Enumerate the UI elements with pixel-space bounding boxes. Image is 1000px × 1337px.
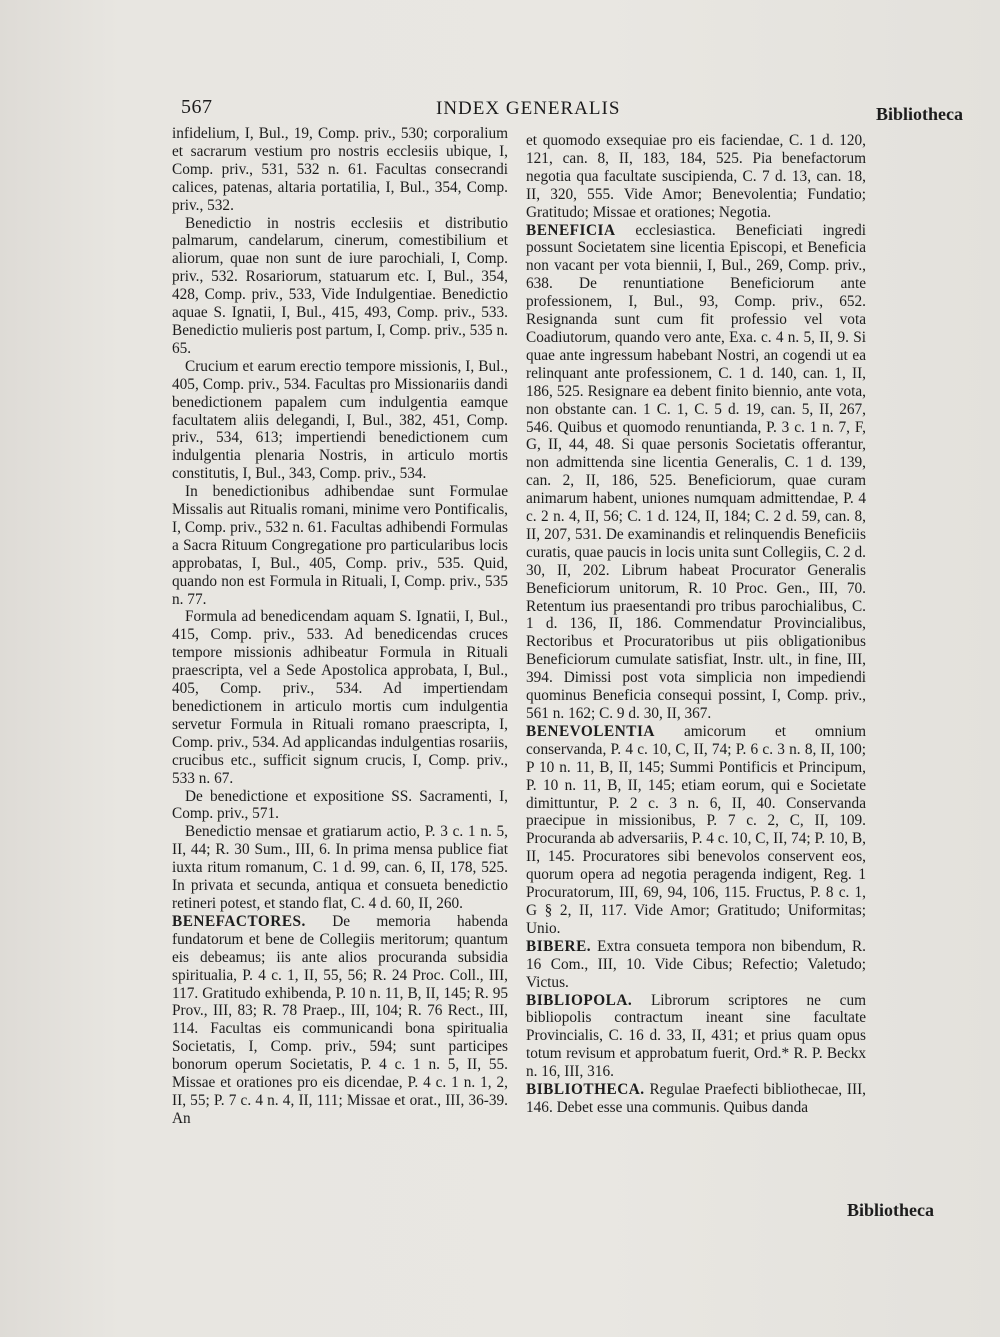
paragraph: Benedictio mensae et gratiarum actio, P. 3 c. 1 n. 5, II, 44; R. 30 Sum., III, 6. In prima mensa publice fiat iuxta ritum romanum, C. 1 d. 99, can. 6, II, 178, 525. In privata et secunda, antiqua et consueta benedictio retineri potest, et stando flat, C. 4 d. 60, II, 260. bbox=[172, 823, 508, 912]
left-column bbox=[172, 125, 508, 1128]
entry-text: ecclesiastica. Beneficiati ingredi possunt Societatem sine licentia Episcopi, et Beneficia non vacant per vota biennii, I, Bul., 269, Comp. priv., 638. De renuntiatione Beneficiorum ante professionem, I, Bul., 93, Comp. priv., 652. Resignanda sunt cum fit professio vel vota Coadiutorum, quando vero ante, Exa. c. 4 n. 5, II, 9. Si quae ante ingressum habebant Nostri, an cogendi ut ea relinquant ante professionem, C. 1 d. 140, can. 1, II, 186, 525. Resignare ea debent finito biennio, ante vota, non obstante can. 1 C. 1, C. 5 d. 19, can. 5, II, 267, 546. Quibus et quomodo renuntianda, P. 3 c. 1 n. 7, F, G, II, 44, 48. Si quae personis Societatis offerantur, non admittenda sine licentia Generalis, C. 1 d. 139, can. 2, II, 186, 525. Beneficiorum, quae curam animarum habent, uniones numquam admittendae, P. 4 c. 2 n. 4, II, 56; C. 1 d. 124, II, 184; C. 2 d. 59, can. 8, II, 207, 531. De examinandis et relinquendis Beneficiis curatis, quae paucis in locis unita sunt Collegiis, C. 2 d. 30, II, 202. Librum habeat Procurator Generalis Beneficiorum unitorum, R. 10 Proc. Gen., III, 70. Retentum ius praesentandi pro tribus parochialibus, C. 1 d. 136, II, 186. Commendatur Provincialibus, Rectoribus et Procuratoribus ut piis obligationibus Beneficiorum cumulate satisfiat, Instr. ult., in fine, III, 394. Dimissi post vota simplicia non impediendi quominus Beneficia consequi possint, I, Comp. priv., 561 n. 162; C. 9 d. 30, II, 367. bbox=[526, 221, 866, 722]
index-entry bbox=[526, 992, 866, 1082]
catchword-bottom: Bibliotheca bbox=[847, 1200, 935, 1220]
paragraph: In benedictionibus adhibendae sunt Formulae Missalis aut Ritualis romani, minime vero Pontificalis, I, Comp. priv., 532 n. 61. Facultas adhibendi Formulas a Sacra Rituum Congregatione pro particularibus locis approbatas, I, Bul., 405, Comp. priv., 535. Quid, quando non est Formula in Rituali, I, Comp. priv., 535 n. 77. bbox=[172, 483, 508, 608]
running-title: INDEX GENERALIS bbox=[436, 98, 621, 119]
entry-text: Regulae Praefecti bibliothecae, III, 146. Debet esse una communis. Quibus danda bbox=[526, 1081, 866, 1116]
entry-text: De memoria habenda fundatorum et bene de Collegiis meritorum; quantum eis debeamus; iis ante alios procuranda subsidia spiritualia, P. 4 c. 1, II, 55, 56; R. 24 Proc. Coll., III, 117. Gratitudo exhibenda, P. 10 n. 11, B, II, 145; R. 95 Prov., III, 83; R. 78 Praep., III, 104; R. 76 Rect., III, 114. Facultas eis communicandi bona spiritualia Societatis, I, Comp. priv., 594; sunt participes bonorum operum Societatis, P. 4 c. 1 n. 5, II, 55. Missae et orationes pro eis dicendae, P. 4 c. 1 n. 1, 2, II, 55; P. 7 c. 4 n. 4, II, 111; Missae et orat., III, 36-39. An bbox=[172, 912, 508, 1127]
paragraph: et quomodo exsequiae pro eis faciendae, C. 1 d. 120, 121, can. 8, II, 183, 184, 525. Pia benefactorum negotia qua facultate suscipienda, C. 7 d. 13, can. 18, II, 320, 555. Vide Amor; Benevolentia; Fundatio; Gratitudo; Missae et orationes; Negotia. bbox=[526, 132, 866, 221]
paragraph: Benedictio in nostris ecclesiis et distributio palmarum, candelarum, cinerum, comestibilium et aliorum, quae non sunt de iure parochiali, I, Comp. priv., 532. Rosariorum, statuarum etc. I, Bul., 354, 428, Comp. priv., 533, Vide Indulgentiae. Benedictio aquae S. Ignatii, I, Bul., 415, 493, Comp. priv., 533. Benedictio mulieris post partum, I, Comp. priv., 535 n. 65. bbox=[172, 214, 508, 357]
headword: BENEFACTORES. bbox=[172, 912, 306, 930]
index-entry bbox=[526, 1081, 866, 1117]
headword: BIBLIOTHECA. bbox=[526, 1081, 645, 1099]
entry-text: Librorum scriptores ne cum bibliopolis contractum ineant sine facultate Provincialis, C. 16 d. 33, II, 431; et prius quam opus totum revisum et approbatum fuerit, Ord.* R. P. Beckx n. 16, III, 316. bbox=[526, 991, 866, 1081]
catchword-top: Bibliotheca bbox=[876, 104, 964, 124]
index-entry bbox=[172, 913, 508, 1128]
page-number: 567 bbox=[181, 96, 213, 118]
index-entry bbox=[526, 723, 866, 938]
headword: BIBERE. bbox=[526, 937, 592, 955]
index-entry bbox=[526, 222, 866, 723]
page-header bbox=[0, 96, 1000, 128]
headword: BENEVOLENTIA bbox=[526, 722, 655, 740]
entry-text: amicorum et omnium conservanda, P. 4 c. 10, C, II, 74; P. 6 c. 3 n. 8, II, 100; P 10 n. 11, B, II, 145; Summi Pontificis et Principum, P. 10 n. 11, B, II, 145; etiam eorum, qui e Societate dimittuntur, P. 2 c. 3 n. 6, II, 40. Conservanda praecipue in missionibus, P. 7 c. 2, C, II, 109. Procuranda ab adversariis, P. 4 c. 10, C, II, 74; P. 10, B, II, 145. Procuratores sibi benevolos conservent eos, quorum opera ad negotia peragenda indigent, Reg. 1 Procuratorum, III, 69, 94, 106, 115. Fructus, P. 8 c. 1, G § 2, II, 117. Vide Amor; Gratitudo; Uniformitas; Unio. bbox=[526, 722, 866, 937]
entry-text: Extra consueta tempora non bibendum, R. 16 Com., III, 10. Vide Cibus; Refectio; Valetudo; Victus. bbox=[526, 937, 866, 991]
headword: BIBLIOPOLA. bbox=[526, 991, 633, 1009]
right-column bbox=[526, 132, 866, 1117]
paragraph: infidelium, I, Bul., 19, Comp. priv., 530; corporalium et sacrarum vestium pro nostris ecclesiis ubique, I, Comp. priv., 531, 532 n. 61. Facultas consecrandi calices, patenas, altaria portatilia, I, Bul., 354, Comp. priv., 532. bbox=[172, 125, 508, 214]
index-entry bbox=[526, 938, 866, 992]
headword: BENEFICIA bbox=[526, 221, 616, 239]
paragraph: Crucium et earum erectio tempore missionis, I, Bul., 405, Comp. priv., 534. Facultas pro Missionariis dandi benedictionem papalem cum indulgentia eamque facultatem aliis delegandi, I, Bul., 382, 451, Comp. priv., 534, 613; impertiendi benedictionem cum indulgentia plenaria Nostris, in articulo mortis constitutis, I, Bul., 343, Comp. priv., 534. bbox=[172, 357, 508, 483]
paragraph: Formula ad benedicendam aquam S. Ignatii, I, Bul., 415, Comp. priv., 533. Ad benedicendas cruces tempore missionis adhibeatur Formula in Rituali praescripta, vel a Sede Apostolica approbata, I, Bul., 405, Comp. priv., 534. Ad impertiendam benedictionem in articulo mortis cum indulgentia servetur Formula in Rituali romano praescripta, I, Comp. priv., 534. Ad applicandas indulgentias rosariis, crucibus etc., sufficit signum crucis, I, Comp. priv., 533 n. 67. bbox=[172, 608, 508, 787]
paragraph: De benedictione et expositione SS. Sacramenti, I, Comp. priv., 571. bbox=[172, 787, 508, 823]
